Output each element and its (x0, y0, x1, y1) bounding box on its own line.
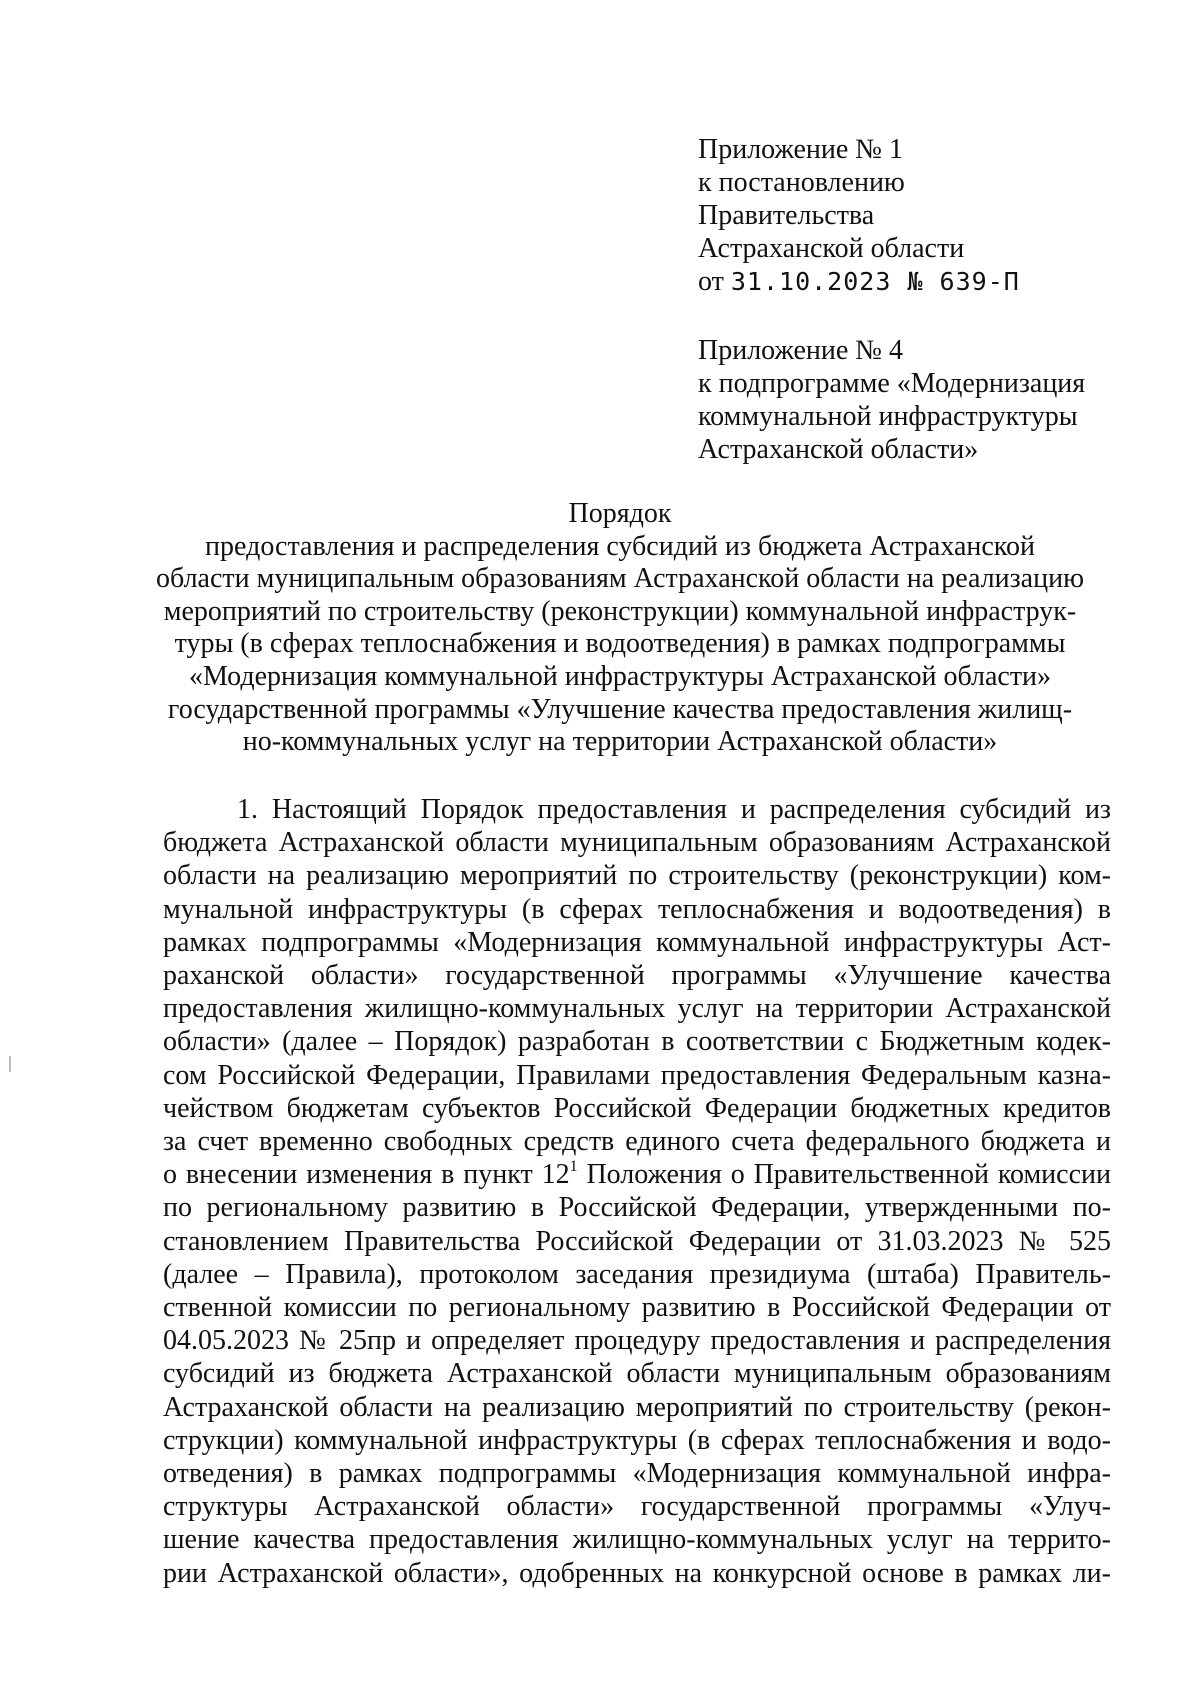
resolution-number: 31.10.2023 № 639-П (730, 267, 1020, 296)
body-line: отведения) в рамках подпрограммы «Модернизация коммунальной инфра- (163, 1458, 1111, 1490)
body-line: области на реализацию мероприятий по строительству (реконструкции) ком- (163, 860, 1111, 892)
body-line: ственной комиссии по региональному развитию в Российской Федерации от (163, 1292, 1111, 1324)
body-line-with-superscript (163, 1158, 1111, 1191)
appendix-4-line-2: к подпрограмме «Модернизация (698, 368, 1086, 399)
appendix-4-line-4: Астраханской области» (698, 434, 979, 465)
document-title (140, 498, 1100, 759)
body-line: (далее – Правила), протоколом заседания президиума (штаба) Правитель- (163, 1258, 1111, 1290)
body-line: бюджета Астраханской области муниципальным образованиям Астраханской (163, 827, 1111, 859)
appendix-4-line-3: коммунальной инфраструктуры (698, 401, 1078, 432)
appendix-1-date-prefix: от (698, 266, 731, 297)
title-line: государственной программы «Улучшение качества предоставления жилищ- (167, 693, 1073, 725)
body-paragraph-1 (163, 793, 1111, 1590)
body-line: шение качества предоставления жилищно-коммунальных услуг на террито- (163, 1524, 1111, 1556)
title-heading: Порядок (568, 498, 672, 529)
body-line: струкции) коммунальной инфраструктуры (в сферах теплоснабжения и водо- (163, 1424, 1111, 1456)
title-line: мероприятий по строительству (реконструкции) коммунальной инфраструк- (163, 595, 1077, 627)
body-line: структуры Астраханской области» государственной программы «Улуч- (163, 1491, 1111, 1523)
body-line: раханской области» государственной программы «Улучшение качества (163, 960, 1111, 992)
superscript-index: 1 (569, 1158, 578, 1176)
appendix-1-block (698, 133, 1158, 298)
title-line: предоставления и распределения субсидий из бюджета Астраханской (205, 530, 1035, 562)
body-line: за счет временно свободных средств единого счета федерального бюджета и (163, 1126, 1111, 1158)
title-line: туры (в сферах теплоснабжения и водоотведения) в рамках подпрограммы (174, 628, 1066, 660)
body-line: 1. Настоящий Порядок предоставления и распределения субсидий из (237, 794, 1111, 825)
body-line: рамках подпрограммы «Модернизация коммунальной инфраструктуры Аст- (163, 926, 1111, 958)
scan-margin-mark (9, 1056, 11, 1072)
title-line: но-коммунальных услуг на территории Астраханской области» (242, 726, 998, 758)
appendix-1-line-5 (698, 265, 1158, 298)
body-line: Астраханской области на реализацию мероприятий по строительству (рекон- (163, 1391, 1111, 1423)
body-line: субсидий из бюджета Астраханской области муниципальным образованиям (163, 1358, 1111, 1390)
appendix-4-block (698, 334, 1158, 466)
appendix-4-line-1: Приложение № 4 (698, 335, 903, 366)
appendix-1-line-3: Правительства (698, 200, 875, 231)
body-line: становлением Правительства Российской Федерации от 31.03.2023 № 525 (163, 1225, 1111, 1257)
body-line: мунальной инфраструктуры (в сферах теплоснабжения и водоотведения) в (163, 893, 1111, 925)
appendix-1-line-4: Астраханской области (698, 233, 965, 264)
body-line: рии Астраханской области», одобренных на конкурсной основе в рамках ли- (163, 1557, 1111, 1589)
title-line: области муниципальным образованиям Астраханской области на реализацию (156, 563, 1084, 595)
body-line: чейством бюджетам субъектов Российской Федерации бюджетных кредитов (163, 1092, 1111, 1124)
body-line: сом Российской Федерации, Правилами предоставления Федеральным казна- (163, 1059, 1111, 1091)
body-line-part: Положения о Правительственной комиссии (577, 1159, 1111, 1191)
body-line: 04.05.2023 № 25пр и определяет процедуру предоставления и распределения (163, 1325, 1111, 1357)
appendix-1-line-1: Приложение № 1 (698, 134, 903, 165)
body-line: по региональному развитию в Российской Федерации, утвержденными по- (163, 1192, 1111, 1224)
body-line: области» (далее – Порядок) разработан в соответствии с Бюджетным кодек- (163, 1026, 1111, 1058)
title-line: «Модернизация коммунальной инфраструктуры Астраханской области» (188, 660, 1052, 692)
body-line-part: о внесении изменения в пункт 12 (163, 1159, 570, 1191)
appendix-1-line-2: к постановлению (698, 167, 905, 198)
body-line: предоставления жилищно-коммунальных услуг на территории Астраханской (163, 993, 1111, 1025)
